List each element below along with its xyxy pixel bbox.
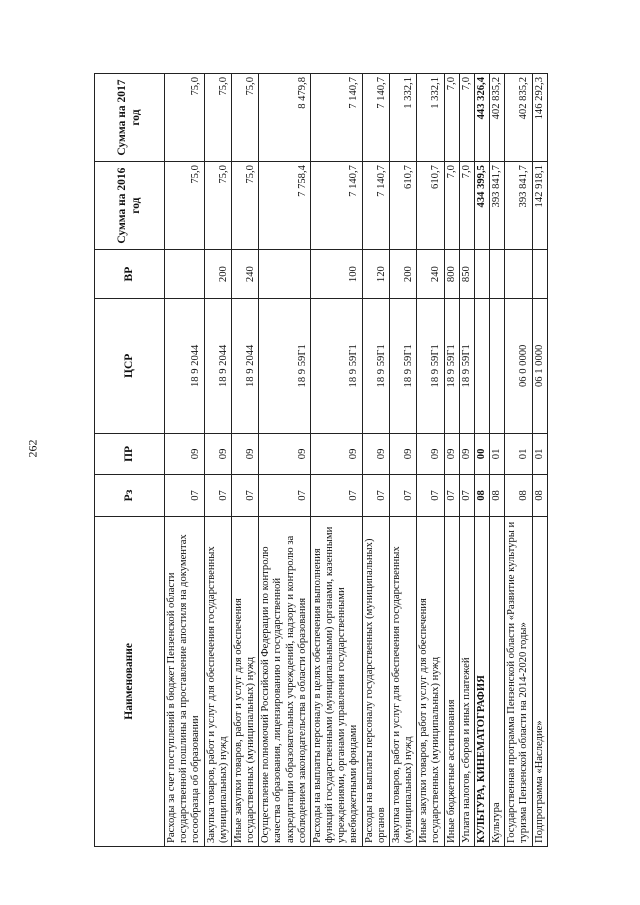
cell-rz: 07: [165, 475, 205, 517]
cell-name: Закупка товаров, работ и услуг для обеспечения государственных (муниципальных) нужд: [204, 516, 231, 846]
cell-name: Осуществление полномочий Российской Федерации по контролю качества образования, лицензированию и государственной аккредитации образовательных учреждений, надзору и контролю за соблюдением законодательства в области образования: [259, 516, 311, 846]
cell-pr: 09: [444, 433, 459, 475]
cell-pr: 09: [389, 433, 416, 475]
cell-name: КУЛЬТУРА, КИНЕМАТОГРАФИЯ: [474, 516, 489, 846]
table-row: [204, 74, 231, 847]
cell-csr: 18 9 59Г1: [362, 299, 389, 434]
cell-vr: 850: [459, 250, 474, 299]
cell-pr: 09: [165, 433, 205, 475]
cell-rz: 08: [532, 475, 547, 517]
cell-sum-2016: 393 841,7: [505, 162, 532, 250]
table-header-row: [95, 74, 165, 847]
table-row: [505, 74, 532, 847]
cell-vr: 200: [204, 250, 231, 299]
cell-vr: 240: [231, 250, 258, 299]
cell-sum-2017: 443 326,4: [474, 74, 489, 162]
cell-name: Культура: [490, 516, 505, 846]
cell-rz: 07: [417, 475, 444, 517]
cell-vr: [505, 250, 532, 299]
cell-sum-2016: 434 399,5: [474, 162, 489, 250]
cell-sum-2016: 393 841,7: [490, 162, 505, 250]
table-row: [362, 74, 389, 847]
cell-name: Подпрограмма «Наследие»: [532, 516, 547, 846]
cell-name: Закупка товаров, работ и услуг для обеспечения государственных (муниципальных) нужд: [389, 516, 416, 846]
cell-rz: 07: [444, 475, 459, 517]
cell-sum-2016: 610,7: [417, 162, 444, 250]
cell-vr: 200: [389, 250, 416, 299]
cell-name: Государственная программа Пензенской области «Развитие культуры и туризма Пензенской области на 2014-2020 годы»: [505, 516, 532, 846]
cell-name: Расходы на выплаты персоналу государственных (муниципальных) органов: [362, 516, 389, 846]
table-row: [165, 74, 205, 847]
cell-csr: 18 9 2044: [204, 299, 231, 434]
cell-name: Расходы за счет поступлений в бюджет Пензенской области государственной пошлины за проставление апостиля на документах госообразца об образовании: [165, 516, 205, 846]
table-row: [532, 74, 547, 847]
cell-rz: 07: [310, 475, 362, 517]
cell-sum-2016: 75,0: [204, 162, 231, 250]
header-sum-2016: Сумма на 2016 год: [95, 162, 165, 250]
cell-sum-2017: 75,0: [231, 74, 258, 162]
header-name: Наименование: [95, 516, 165, 846]
header-vr: ВР: [95, 250, 165, 299]
cell-rz: 07: [459, 475, 474, 517]
cell-sum-2016: 7,0: [444, 162, 459, 250]
page-number: 262: [25, 439, 40, 458]
cell-name: Иные закупки товаров, работ и услуг для обеспечения государственных (муниципальных) нужд: [231, 516, 258, 846]
cell-pr: 01: [505, 433, 532, 475]
cell-pr: 01: [532, 433, 547, 475]
cell-pr: 09: [259, 433, 311, 475]
cell-rz: 07: [204, 475, 231, 517]
cell-csr: 18 9 59Г1: [259, 299, 311, 434]
table-row: [231, 74, 258, 847]
cell-sum-2017: 75,0: [165, 74, 205, 162]
rotated-table-container: [94, 73, 544, 847]
cell-sum-2016: 7,0: [459, 162, 474, 250]
header-csr: ЦСР: [95, 299, 165, 434]
cell-rz: 07: [231, 475, 258, 517]
header-pr: ПР: [95, 433, 165, 475]
cell-name: Расходы на выплаты персоналу в целях обеспечения выполнения функций государственными (муниципальными) органами, казенными учреждениями, органами управления государственными внебюджетными фондами: [310, 516, 362, 846]
cell-csr: 18 9 2044: [165, 299, 205, 434]
cell-sum-2016: 7 758,4: [259, 162, 311, 250]
table-row: [490, 74, 505, 847]
cell-sum-2017: 7,0: [444, 74, 459, 162]
cell-pr: 09: [204, 433, 231, 475]
cell-pr: 09: [362, 433, 389, 475]
cell-sum-2016: 7 140,7: [310, 162, 362, 250]
budget-table: [94, 73, 548, 847]
cell-pr: 09: [459, 433, 474, 475]
table-row: [444, 74, 459, 847]
cell-csr: 18 9 2044: [231, 299, 258, 434]
cell-vr: [532, 250, 547, 299]
cell-sum-2017: 402 835,2: [505, 74, 532, 162]
cell-pr: 09: [417, 433, 444, 475]
table-row: [417, 74, 444, 847]
cell-vr: 800: [444, 250, 459, 299]
cell-vr: 120: [362, 250, 389, 299]
cell-csr: 18 9 59Г1: [459, 299, 474, 434]
cell-sum-2017: 146 292,3: [532, 74, 547, 162]
cell-name: Иные бюджетные ассигнования: [444, 516, 459, 846]
table-row: [310, 74, 362, 847]
cell-csr: 06 1 0000: [532, 299, 547, 434]
cell-vr: 100: [310, 250, 362, 299]
cell-csr: 18 9 59Г1: [310, 299, 362, 434]
cell-sum-2017: 8 479,8: [259, 74, 311, 162]
cell-csr: 18 9 59Г1: [389, 299, 416, 434]
cell-vr: [490, 250, 505, 299]
cell-sum-2017: 75,0: [204, 74, 231, 162]
cell-vr: [165, 250, 205, 299]
table-row: [459, 74, 474, 847]
cell-sum-2016: 75,0: [165, 162, 205, 250]
cell-rz: 08: [474, 475, 489, 517]
cell-csr: 06 0 0000: [505, 299, 532, 434]
cell-csr: [490, 299, 505, 434]
cell-sum-2016: 75,0: [231, 162, 258, 250]
cell-rz: 07: [362, 475, 389, 517]
cell-sum-2017: 7 140,7: [310, 74, 362, 162]
cell-name: Уплата налогов, сборов и иных платежей: [459, 516, 474, 846]
header-sum-2017: Сумма на 2017 год: [95, 74, 165, 162]
cell-sum-2016: 142 918,1: [532, 162, 547, 250]
cell-csr: [474, 299, 489, 434]
cell-pr: 00: [474, 433, 489, 475]
table-row: [259, 74, 311, 847]
cell-pr: 01: [490, 433, 505, 475]
cell-name: Иные закупки товаров, работ и услуг для обеспечения государственных (муниципальных) нужд: [417, 516, 444, 846]
cell-rz: 07: [389, 475, 416, 517]
cell-csr: 18 9 59Г1: [417, 299, 444, 434]
table-body: [165, 74, 548, 847]
cell-rz: 07: [259, 475, 311, 517]
cell-sum-2017: 402 835,2: [490, 74, 505, 162]
cell-pr: 09: [231, 433, 258, 475]
cell-pr: 09: [310, 433, 362, 475]
cell-vr: 240: [417, 250, 444, 299]
cell-sum-2017: 7,0: [459, 74, 474, 162]
header-rz: Рз: [95, 475, 165, 517]
cell-sum-2017: 1 332,1: [417, 74, 444, 162]
cell-rz: 08: [490, 475, 505, 517]
cell-rz: 08: [505, 475, 532, 517]
cell-vr: [474, 250, 489, 299]
cell-sum-2016: 7 140,7: [362, 162, 389, 250]
table-row: [474, 74, 489, 847]
cell-vr: [259, 250, 311, 299]
cell-sum-2017: 1 332,1: [389, 74, 416, 162]
table-row: [389, 74, 416, 847]
cell-sum-2017: 7 140,7: [362, 74, 389, 162]
cell-csr: 18 9 59Г1: [444, 299, 459, 434]
cell-sum-2016: 610,7: [389, 162, 416, 250]
